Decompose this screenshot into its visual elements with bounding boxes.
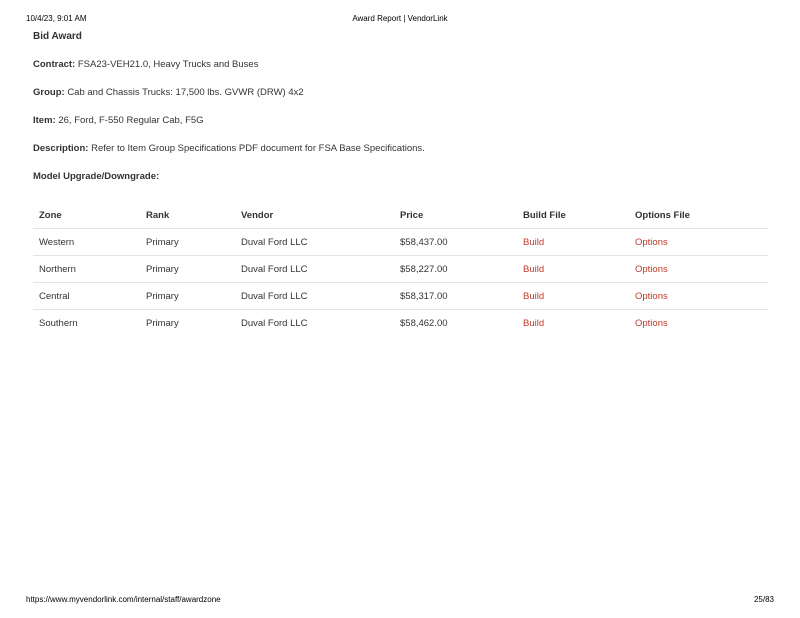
group-line — [33, 86, 769, 100]
description-value: Refer to Item Group Specifications PDF document for FSA Base Specifications. — [91, 143, 425, 154]
header-rank: Rank — [140, 202, 235, 229]
header-options-file: Options File — [629, 202, 768, 229]
price-cell: $58,227.00 — [394, 256, 517, 283]
zone-cell: Central — [33, 283, 140, 310]
print-page-title: Award Report | VendorLink — [352, 14, 448, 23]
build-link[interactable]: Build — [523, 263, 545, 275]
table-row — [33, 229, 768, 256]
build-cell — [517, 310, 629, 337]
vendor-cell: Duval Ford LLC — [235, 256, 394, 283]
price-cell: $58,317.00 — [394, 283, 517, 310]
build-cell — [517, 283, 629, 310]
rank-cell: Primary — [140, 256, 235, 283]
header-build-file: Build File — [517, 202, 629, 229]
contract-line — [33, 58, 769, 72]
build-link[interactable]: Build — [523, 290, 545, 302]
item-value: 26, Ford, F-550 Regular Cab, F5G — [58, 115, 204, 126]
options-cell — [629, 256, 768, 283]
print-datetime: 10/4/23, 9:01 AM — [26, 14, 87, 23]
options-cell — [629, 229, 768, 256]
rank-cell: Primary — [146, 317, 179, 329]
build-link[interactable]: Build — [523, 317, 545, 329]
print-url: https://www.myvendorlink.com/internal/staff/awardzone — [26, 595, 221, 604]
table-row — [33, 283, 768, 310]
options-link[interactable]: Options — [635, 290, 668, 302]
description-label: Description: — [33, 143, 89, 154]
rank-cell: Primary — [140, 229, 235, 256]
zone-cell: Western — [33, 229, 140, 256]
description-line — [33, 142, 769, 156]
zone-cell: Southern — [39, 317, 78, 329]
build-cell — [517, 229, 629, 256]
table-row — [33, 310, 768, 337]
zone-cell: Northern — [33, 256, 140, 283]
item-line — [33, 114, 769, 128]
build-cell — [517, 256, 629, 283]
print-page-number: 25/83 — [753, 595, 774, 604]
options-link[interactable]: Options — [635, 236, 668, 248]
price-cell: $58,437.00 — [394, 229, 517, 256]
vendor-cell: Duval Ford LLC — [241, 317, 308, 329]
header-zone: Zone — [33, 202, 140, 229]
table-row — [33, 256, 768, 283]
contract-label: Contract: — [33, 59, 76, 70]
build-link[interactable]: Build — [523, 236, 545, 248]
contract-value: FSA23-VEH21.0, Heavy Trucks and Buses — [77, 59, 259, 70]
options-link[interactable]: Options — [635, 317, 668, 329]
options-cell — [629, 283, 768, 310]
header-price: Price — [394, 202, 517, 229]
bid-award-section — [33, 30, 769, 336]
options-cell — [629, 310, 768, 337]
item-label: Item: — [33, 115, 56, 126]
vendor-cell: Duval Ford LLC — [235, 283, 394, 310]
rank-cell: Primary — [140, 283, 235, 310]
group-label: Group: — [33, 87, 65, 98]
section-title: Bid Award — [33, 31, 82, 42]
award-table — [33, 202, 768, 336]
price-cell: $58,462.00 — [400, 317, 448, 329]
group-value: Cab and Chassis Trucks: 17,500 lbs. GVWR (DRW) 4x2 — [67, 87, 304, 98]
header-vendor: Vendor — [235, 202, 394, 229]
options-link[interactable]: Options — [635, 263, 668, 275]
model-upgrade-label: Model Upgrade/Downgrade: — [33, 171, 160, 182]
vendor-cell: Duval Ford LLC — [235, 229, 394, 256]
table-header-row — [33, 202, 768, 229]
